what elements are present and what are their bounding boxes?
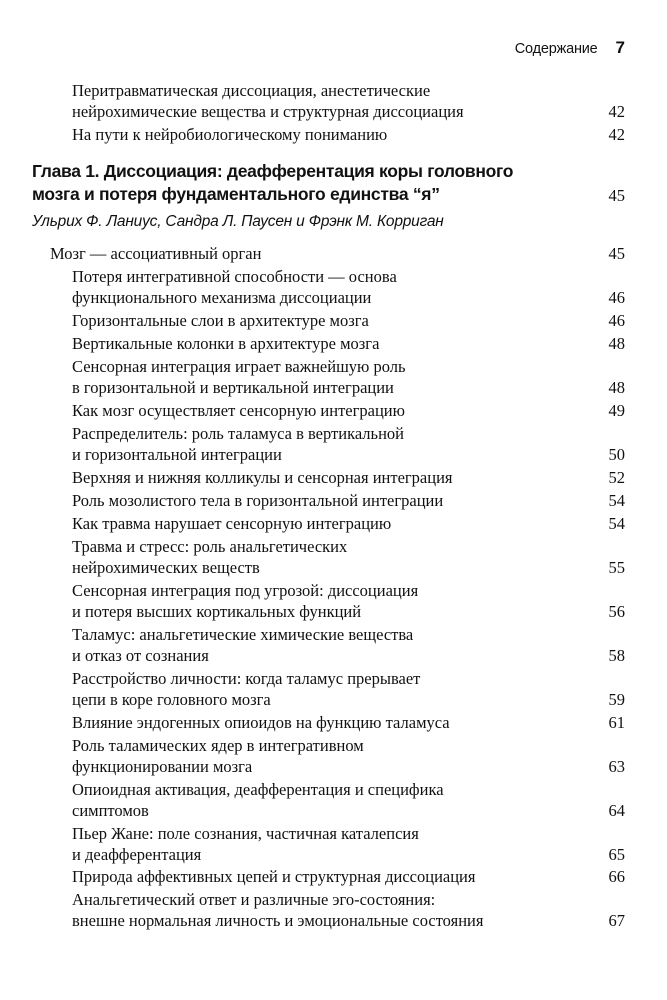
toc-entry — [72, 735, 625, 777]
toc-entry-page: 42 — [608, 125, 625, 144]
toc-entry-page: 52 — [608, 468, 625, 487]
toc-entry-page: 64 — [608, 801, 625, 820]
running-header — [515, 38, 625, 58]
toc-entry-page: 63 — [608, 757, 625, 776]
toc-entry-page: 58 — [608, 646, 625, 665]
toc-entry-title: Влияние эндогенных опиоидов на функцию таламуса — [72, 713, 450, 732]
toc-entry-title: Роль мозолистого тела в горизонтальной интеграции — [72, 491, 444, 510]
toc-section — [50, 243, 625, 264]
toc-entry-page: 61 — [608, 713, 625, 732]
toc-entry — [72, 866, 625, 887]
toc-entry — [72, 490, 625, 511]
chapter-heading — [32, 160, 625, 206]
toc-entry-page: 67 — [608, 911, 625, 930]
toc-entry-title: На пути к нейробиологическому пониманию — [72, 125, 388, 144]
toc-entry-title: Расстройство личности: когда таламус прерывает цепи в коре головного мозга — [72, 669, 421, 709]
toc-entry — [72, 513, 625, 534]
chapter-authors: Ульрих Ф. Ланиус, Сандра Л. Паусен и Фрэнк М. Корриган — [32, 213, 444, 230]
toc-entry-page: 48 — [608, 378, 625, 397]
toc-entry-title: Роль таламических ядер в интегративном функционировании мозга — [72, 736, 364, 776]
toc-entry — [72, 80, 625, 122]
toc-entry-page: 55 — [608, 558, 625, 577]
toc-entry-title: Перитравматическая диссоциация, анестетические нейрохимические вещества и структурная диссоциация — [72, 81, 464, 121]
toc-entry-title: Потеря интегративной способности — основа функционального механизма диссоциации — [72, 267, 397, 307]
toc-entry — [72, 624, 625, 666]
running-header-title: Содержание — [514, 41, 598, 57]
toc-entry-page: 46 — [608, 288, 625, 307]
toc-entry-title: Верхняя и нижняя колликулы и сенсорная интеграция — [72, 468, 453, 487]
toc-entry-title: Пьер Жане: поле сознания, частичная каталепсия и деафферентация — [72, 824, 419, 864]
toc-entry-title: Опиоидная активация, деафферентация и специфика симптомов — [72, 780, 444, 820]
toc-entry-title: Распределитель: роль таламуса в вертикальной и горизонтальной интеграции — [72, 424, 404, 464]
toc-entry-page: 48 — [608, 334, 625, 353]
toc-entry-title: Горизонтальные слои в архитектуре мозга — [72, 311, 369, 330]
toc-entry — [72, 266, 625, 308]
toc-entry-title: Сенсорная интеграция играет важнейшую роль в горизонтальной и вертикальной интеграции — [72, 357, 406, 397]
chapter-page: 45 — [608, 186, 625, 205]
toc-entry-page: 54 — [608, 514, 625, 533]
toc-entry-page: 50 — [608, 445, 625, 464]
toc-entry-title: Сенсорная интеграция под угрозой: диссоциация и потеря высших кортикальных функций — [72, 581, 419, 621]
toc-entry-page: 66 — [608, 867, 625, 886]
toc-entry-page: 42 — [608, 102, 625, 121]
toc-entry-title: Травма и стресс: роль анальгетических нейрохимических веществ — [72, 537, 348, 577]
toc-entry — [72, 356, 625, 398]
toc-entry-title: Анальгетический ответ и различные эго-состояния: внешне нормальная личность и эмоциональные состояния — [72, 890, 484, 930]
toc-entry-page: 59 — [608, 690, 625, 709]
toc-entry — [72, 310, 625, 331]
toc-entry-page: 54 — [608, 491, 625, 510]
toc-entry-title: Вертикальные колонки в архитектуре мозга — [72, 334, 380, 353]
toc-entry-title: Природа аффективных цепей и структурная диссоциация — [72, 867, 476, 886]
toc-entry-title: Таламус: анальгетические химические вещества и отказ от сознания — [72, 625, 414, 665]
toc-entry — [72, 779, 625, 821]
toc-entry — [72, 712, 625, 733]
toc-entry — [72, 889, 625, 931]
toc-section-title: Мозг — ассоциативный орган — [50, 244, 262, 263]
toc-entry-title: Как травма нарушает сенсорную интеграцию — [72, 514, 392, 533]
toc-section-page: 45 — [608, 244, 625, 263]
toc-entry-page: 65 — [608, 845, 625, 864]
toc-entry-title: Как мозг осуществляет сенсорную интеграцию — [72, 401, 405, 420]
toc-entry — [72, 423, 625, 465]
toc-entry — [72, 124, 625, 145]
toc-entry — [72, 400, 625, 421]
toc-entry-page: 49 — [608, 401, 625, 420]
toc-entry — [72, 823, 625, 865]
toc-entry — [72, 536, 625, 578]
toc-entry — [72, 333, 625, 354]
toc-entry — [72, 668, 625, 710]
toc-entry-page: 46 — [608, 311, 625, 330]
toc-entry — [72, 580, 625, 622]
chapter-title: Глава 1. Диссоциация: деафферентация коры головного мозга и потеря фундаментального единства “я” — [32, 161, 514, 204]
page-number: 7 — [615, 38, 625, 57]
toc-entry — [72, 467, 625, 488]
toc-entry-page: 56 — [608, 602, 625, 621]
